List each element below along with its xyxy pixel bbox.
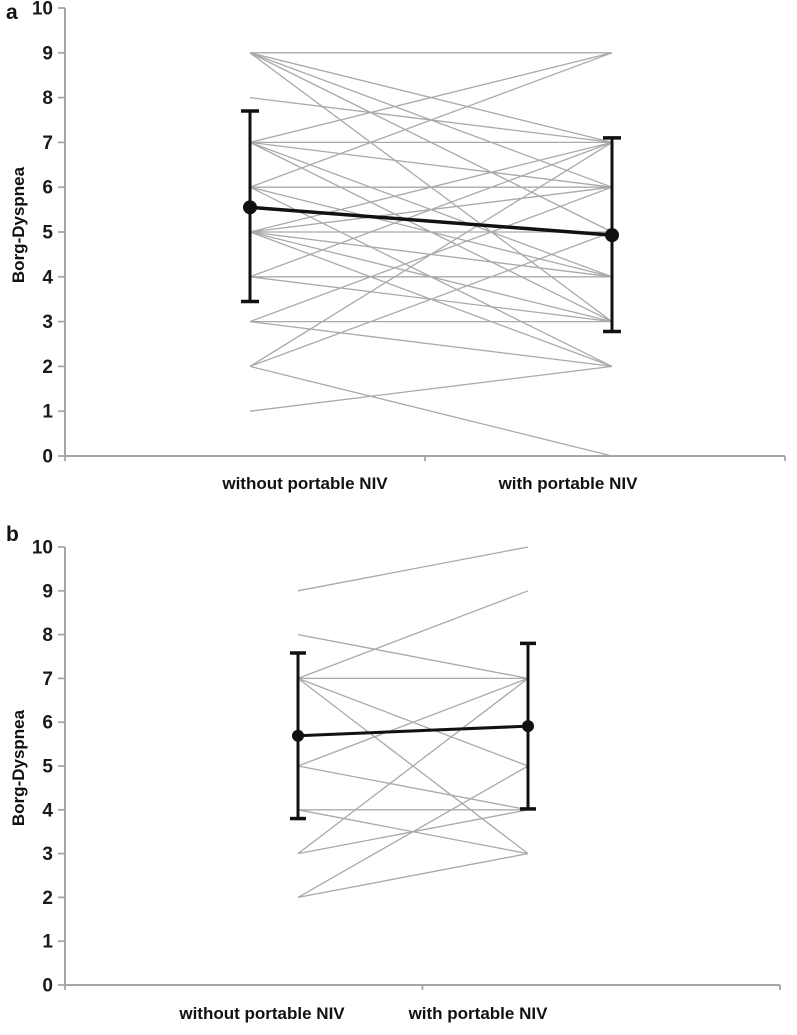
y-tick-label: 7 (42, 668, 53, 690)
patient-line (250, 366, 612, 456)
panel-b-plot (0, 520, 797, 1035)
panel-a-y-axis-title: Borg-Dyspnea (9, 166, 28, 284)
panel-b-category-without-niv: without portable NIV (179, 1004, 345, 1023)
y-tick-label: 5 (42, 222, 53, 244)
y-tick-label: 2 (42, 356, 53, 378)
y-tick-label: 8 (42, 625, 53, 647)
mean-marker (522, 720, 534, 732)
mean-marker (243, 200, 257, 214)
y-tick-label: 4 (42, 800, 53, 822)
patient-line (298, 854, 528, 898)
mean-line (298, 726, 528, 736)
y-tick-label: 0 (42, 446, 53, 468)
patient-line (298, 766, 528, 897)
mean-marker (292, 730, 304, 742)
panel-a-category-without-niv: without portable NIV (222, 474, 388, 493)
mean-marker (605, 228, 619, 242)
y-tick-label: 3 (42, 844, 53, 866)
y-tick-label: 8 (42, 88, 53, 110)
y-tick-label: 0 (42, 975, 53, 997)
y-tick-label: 6 (42, 177, 53, 199)
panel-a-label: a (6, 1, 18, 24)
patient-line (250, 142, 612, 187)
y-tick-label: 5 (42, 756, 53, 778)
y-tick-label: 10 (31, 0, 53, 20)
y-tick-label: 1 (42, 931, 53, 953)
patient-line (250, 366, 612, 411)
y-tick-label: 9 (42, 43, 53, 65)
patient-line (298, 547, 528, 591)
y-tick-label: 1 (42, 401, 53, 423)
panel-a-category-with-niv: with portable NIV (498, 474, 638, 493)
panel-b-category-with-niv: with portable NIV (408, 1004, 548, 1023)
patient-line (298, 591, 528, 679)
y-tick-label: 9 (42, 581, 53, 603)
patient-line (298, 635, 528, 679)
y-tick-label: 6 (42, 712, 53, 734)
y-tick-label: 7 (42, 132, 53, 154)
mean-line (250, 207, 612, 235)
y-tick-label: 4 (42, 267, 53, 289)
patient-line (298, 766, 528, 810)
panel-b-label: b (6, 523, 19, 546)
y-tick-label: 2 (42, 887, 53, 909)
y-tick-label: 3 (42, 312, 53, 334)
y-tick-label: 10 (31, 537, 53, 559)
panel-b-y-axis-title: Borg-Dyspnea (9, 709, 28, 827)
patient-line (250, 322, 612, 367)
patient-line (250, 142, 612, 366)
